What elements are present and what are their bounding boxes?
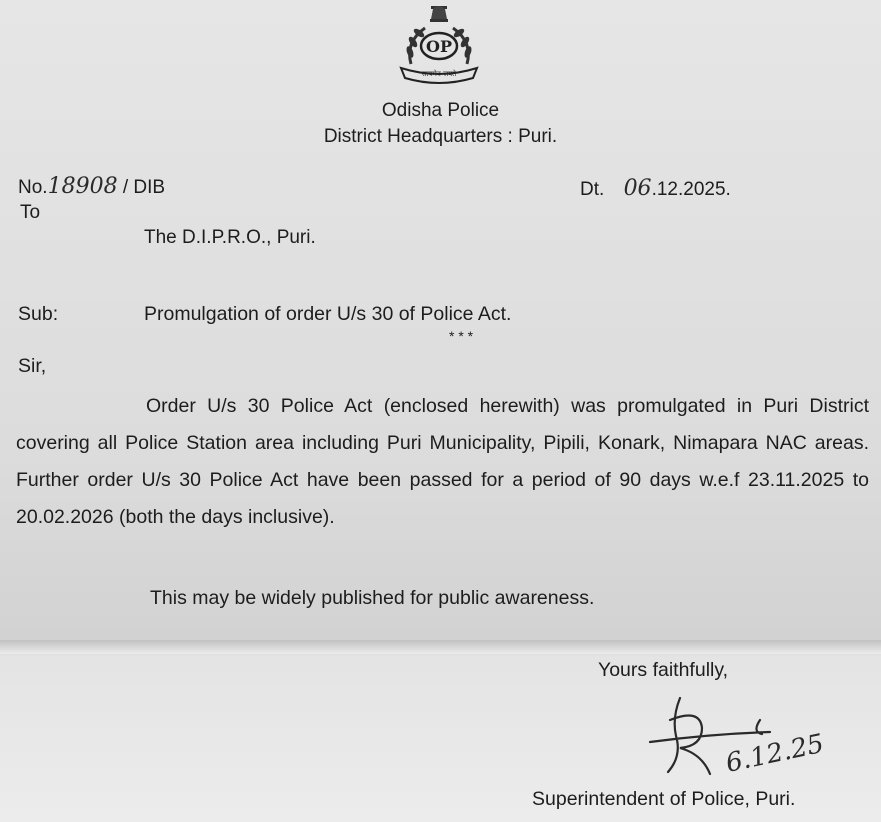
to-label: To: [20, 202, 41, 223]
subject-separator: * * *: [449, 328, 474, 344]
recipient: The D.I.P.R.O., Puri.: [144, 227, 316, 248]
handwritten-day: 06: [623, 176, 652, 201]
subject-text: Promulgation of order U/s 30 of Police Act.: [144, 303, 512, 325]
emblem-initials: OP: [426, 37, 452, 56]
publication-request: This may be widely published for public awareness.: [150, 587, 595, 609]
odisha-police-emblem: [393, 2, 485, 84]
signature-date: 6.12.25: [723, 728, 827, 779]
complimentary-close: Yours faithfully,: [598, 659, 729, 681]
signatory-designation: Superintendent of Police, Puri.: [532, 788, 796, 810]
paper-fold: [0, 640, 881, 654]
emblem-motto: सत्यमेव जयते: [421, 70, 457, 78]
org-name: Odisha Police: [381, 100, 500, 121]
date-printed: .12.2025.: [651, 179, 731, 200]
office-name: District Headquarters : Puri.: [323, 126, 558, 147]
reference-suffix: / DIB: [122, 177, 166, 198]
reference-number: [18, 174, 165, 199]
reference-prefix: No.: [18, 177, 48, 198]
handwritten-number: 18908: [47, 174, 118, 199]
handwritten-signature: [610, 690, 827, 790]
letter-date: [580, 176, 731, 201]
subject-label: Sub:: [18, 303, 59, 325]
salutation: Sir,: [18, 355, 47, 377]
date-label: Dt.: [580, 179, 605, 200]
body-paragraph: Order U/s 30 Police Act (enclosed herewith) was promulgated in Puri District covering all Police Station area including Puri Municipality, Pipili, Konark, Nimapara NAC areas. Further order U/s 30 Police Act have been passed for a period of 90 days w.e.f 23.11.2025 to 20.02.2026 (both the days inclusive).: [16, 395, 869, 528]
